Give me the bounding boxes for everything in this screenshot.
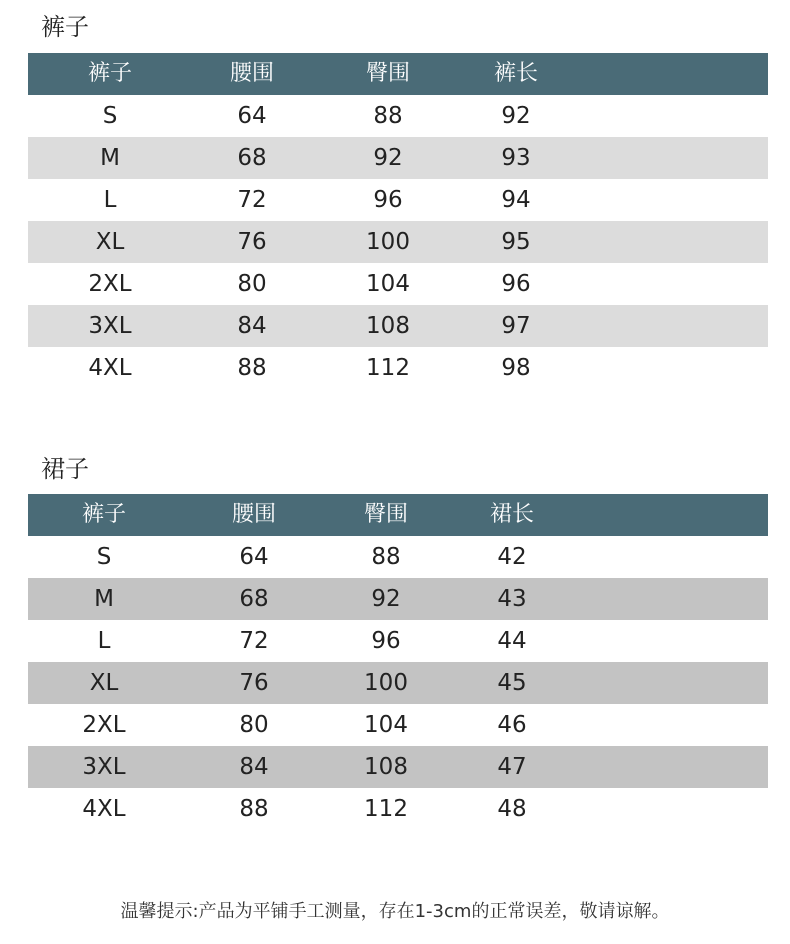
cell-size: XL [95,229,125,255]
pants-size-table [28,53,768,389]
cell-hip: 96 [371,628,401,654]
header-waist: 腰围 [231,502,276,527]
cell-hip: 112 [366,355,410,381]
cell-length: 46 [497,712,527,738]
cell-length: 43 [497,586,527,612]
pants-section-title: 裤子 [41,13,89,41]
cell-size: L [103,187,117,213]
cell-waist: 80 [239,712,269,738]
cell-hip: 100 [366,229,410,255]
cell-length: 44 [497,628,527,654]
cell-hip: 96 [373,187,403,213]
cell-length: 97 [501,313,531,339]
cell-size: 3XL [82,754,126,780]
cell-waist: 68 [237,145,267,171]
table-row [28,305,768,347]
table-header-row [28,494,768,536]
cell-length: 98 [501,355,531,381]
header-length: 裤长 [493,61,538,86]
table-row [28,620,768,662]
cell-waist: 84 [239,754,269,780]
cell-waist: 76 [237,229,267,255]
cell-waist: 88 [239,796,269,822]
cell-size: 2XL [82,712,126,738]
cell-hip: 92 [373,145,403,171]
header-size: 裤子 [81,502,126,527]
cell-waist: 72 [237,187,267,213]
cell-waist: 68 [239,586,269,612]
cell-hip: 108 [364,754,408,780]
cell-waist: 64 [239,544,269,570]
cell-hip: 88 [373,103,403,129]
cell-size: M [100,145,120,171]
table-row [28,347,768,389]
cell-length: 45 [497,670,527,696]
cell-length: 95 [501,229,531,255]
skirt-size-table [28,494,768,830]
table-row [28,137,768,179]
table-row [28,221,768,263]
cell-hip: 104 [366,271,410,297]
table-header-row [28,53,768,95]
table-row [28,179,768,221]
table-row [28,95,768,137]
cell-size: 2XL [88,271,132,297]
cell-waist: 76 [239,670,269,696]
table-row [28,704,768,746]
cell-hip: 112 [364,796,408,822]
skirt-section-title: 裙子 [41,455,89,483]
cell-length: 94 [501,187,531,213]
cell-length: 47 [497,754,527,780]
cell-hip: 100 [364,670,408,696]
cell-size: 4XL [82,796,126,822]
table-row [28,578,768,620]
cell-waist: 72 [239,628,269,654]
cell-size: S [102,103,118,129]
cell-size: 4XL [88,355,132,381]
header-length: 裙长 [489,502,534,527]
measurement-note: 温馨提示:产品为平铺手工测量，存在1-3cm的正常误差，敬请谅解。 [120,901,670,922]
cell-hip: 92 [371,586,401,612]
cell-waist: 64 [237,103,267,129]
cell-size: XL [89,670,119,696]
cell-length: 48 [497,796,527,822]
cell-size: 3XL [88,313,132,339]
table-row [28,788,768,830]
header-hip: 臀围 [365,61,410,86]
cell-hip: 88 [371,544,401,570]
cell-waist: 88 [237,355,267,381]
cell-length: 93 [501,145,531,171]
table-row [28,536,768,578]
header-size: 裤子 [87,61,132,86]
cell-size: L [97,628,111,654]
cell-waist: 80 [237,271,267,297]
cell-waist: 84 [237,313,267,339]
header-hip: 臀围 [363,502,408,527]
cell-size: S [96,544,112,570]
header-waist: 腰围 [229,61,274,86]
cell-size: M [94,586,114,612]
cell-hip: 104 [364,712,408,738]
cell-hip: 108 [366,313,410,339]
table-row [28,662,768,704]
table-row [28,746,768,788]
cell-length: 42 [497,544,527,570]
cell-length: 92 [501,103,531,129]
cell-length: 96 [501,271,531,297]
table-row [28,263,768,305]
